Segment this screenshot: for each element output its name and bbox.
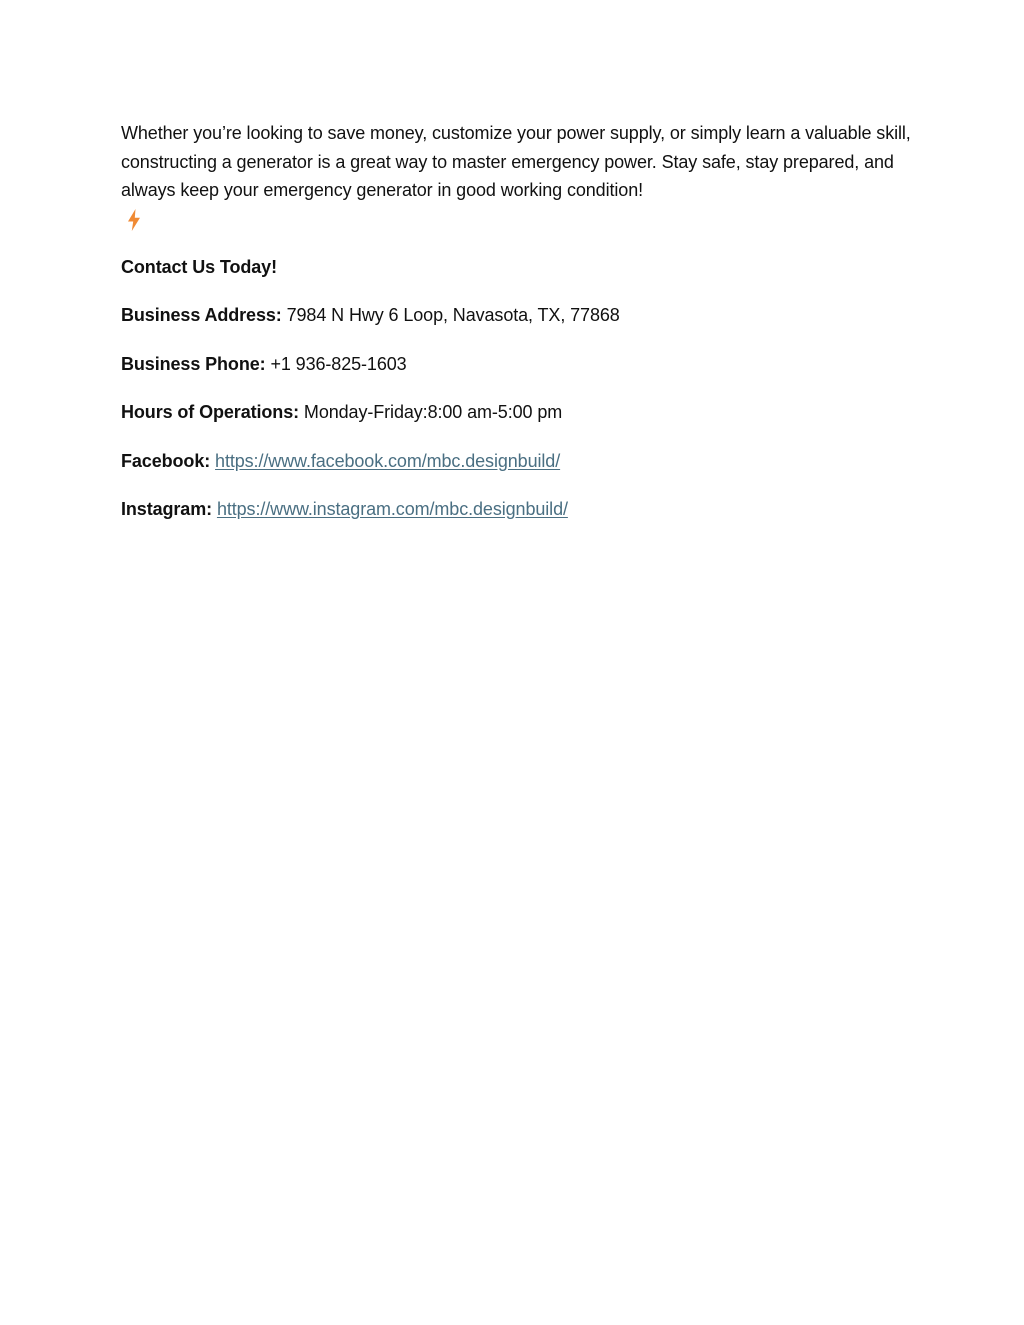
business-phone-label: Business Phone: [121, 353, 266, 374]
hours-value: Monday-Friday:8:00 am-5:00 pm [303, 402, 563, 422]
instagram-link[interactable]: https://www.instagram.com/mbc.designbuild/ [216, 499, 568, 519]
hours-line [121, 400, 911, 424]
hours-label: Hours of Operations: [121, 402, 300, 422]
business-address-line [121, 303, 911, 327]
contact-heading-text: Contact Us Today! [121, 256, 277, 277]
business-address-label: Business Address: [121, 305, 282, 325]
document-page [121, 119, 911, 521]
business-phone-line [121, 352, 911, 376]
facebook-label: Facebook: [121, 450, 211, 471]
facebook-line [121, 449, 911, 473]
instagram-line [121, 497, 911, 521]
contact-heading [121, 255, 911, 279]
lightning-bolt-icon [127, 209, 141, 231]
business-phone-value: +1 936-825-1603 [270, 353, 407, 374]
instagram-label: Instagram: [121, 499, 213, 519]
facebook-link[interactable]: https://www.facebook.com/mbc.designbuild/ [215, 450, 561, 471]
intro-paragraph: Whether you’re looking to save money, customize your power supply, or simply learn a valuable skill, constructing a generator is a great way to master emergency power. Stay safe, stay prepared, and always keep your emergency generator in good working condition! [121, 123, 911, 200]
business-address-value: 7984 N Hwy 6 Loop, Navasota, TX, 77868 [286, 305, 620, 325]
